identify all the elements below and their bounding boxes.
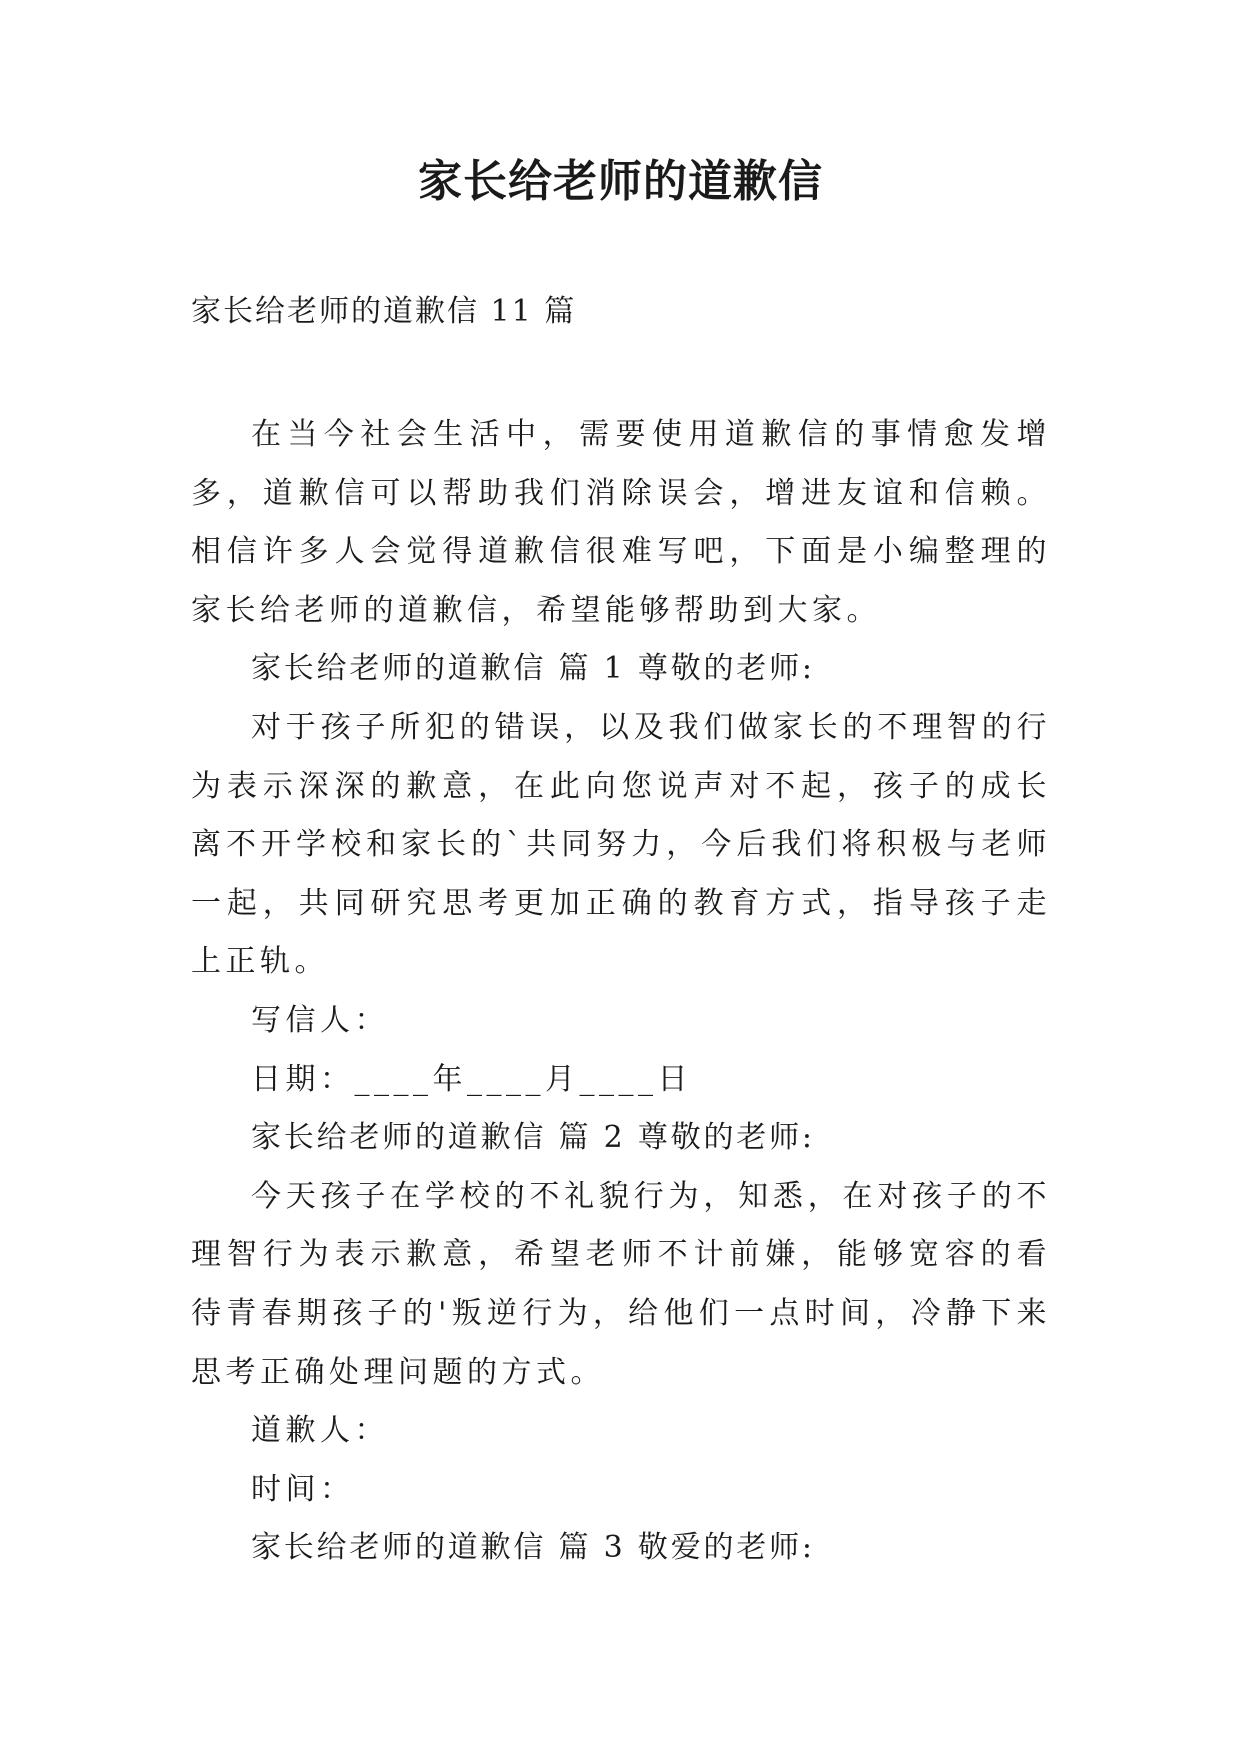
document-body: [191, 406, 1051, 1578]
signature-writer-1: 写信人：: [251, 1002, 389, 1038]
document-title: 家长给老师的道歉信: [418, 156, 823, 207]
document-subtitle: 家长给老师的道歉信 11 篇: [191, 294, 577, 329]
paragraph-intro: 在当今社会生活中，需要使用道歉信的事情愈发增多，道歉信可以帮助我们消除误会，增进友谊和信赖。相信许多人会觉得道歉信很难写吧，下面是小编整理的家长给老师的道歉信，希望能够帮助到大家。: [191, 417, 1051, 628]
section-heading-3: 家长给老师的道歉信 篇 3 敬爱的老师:: [251, 1530, 815, 1566]
section-heading-2: 家长给老师的道歉信 篇 2 尊敬的老师:: [251, 1120, 815, 1156]
paragraph-letter-2: 今天孩子在学校的不礼貌行为，知悉，在对孩子的不理智行为表示歉意，希望老师不计前嫌，能够宽容的看待青春期孩子的'叛逆行为，给他们一点时间，冷静下来思考正确处理问题的方式。: [191, 1178, 1051, 1390]
signature-date-1: 日期：____年____月____日: [251, 1061, 692, 1097]
section-heading-1: 家长给老师的道歉信 篇 1 尊敬的老师:: [251, 651, 815, 687]
signature-apologizer-2: 道歉人：: [251, 1413, 389, 1449]
paragraph-letter-1: 对于孩子所犯的错误，以及我们做家长的不理智的行为表示深深的歉意，在此向您说声对不起，孩子的成长离不开学校和家长的`共同努力，今后我们将积极与老师一起，共同研究思考更加正确的教育方式，指导孩子走上正轨。: [191, 709, 1051, 980]
signature-time-2: 时间：: [251, 1471, 355, 1507]
